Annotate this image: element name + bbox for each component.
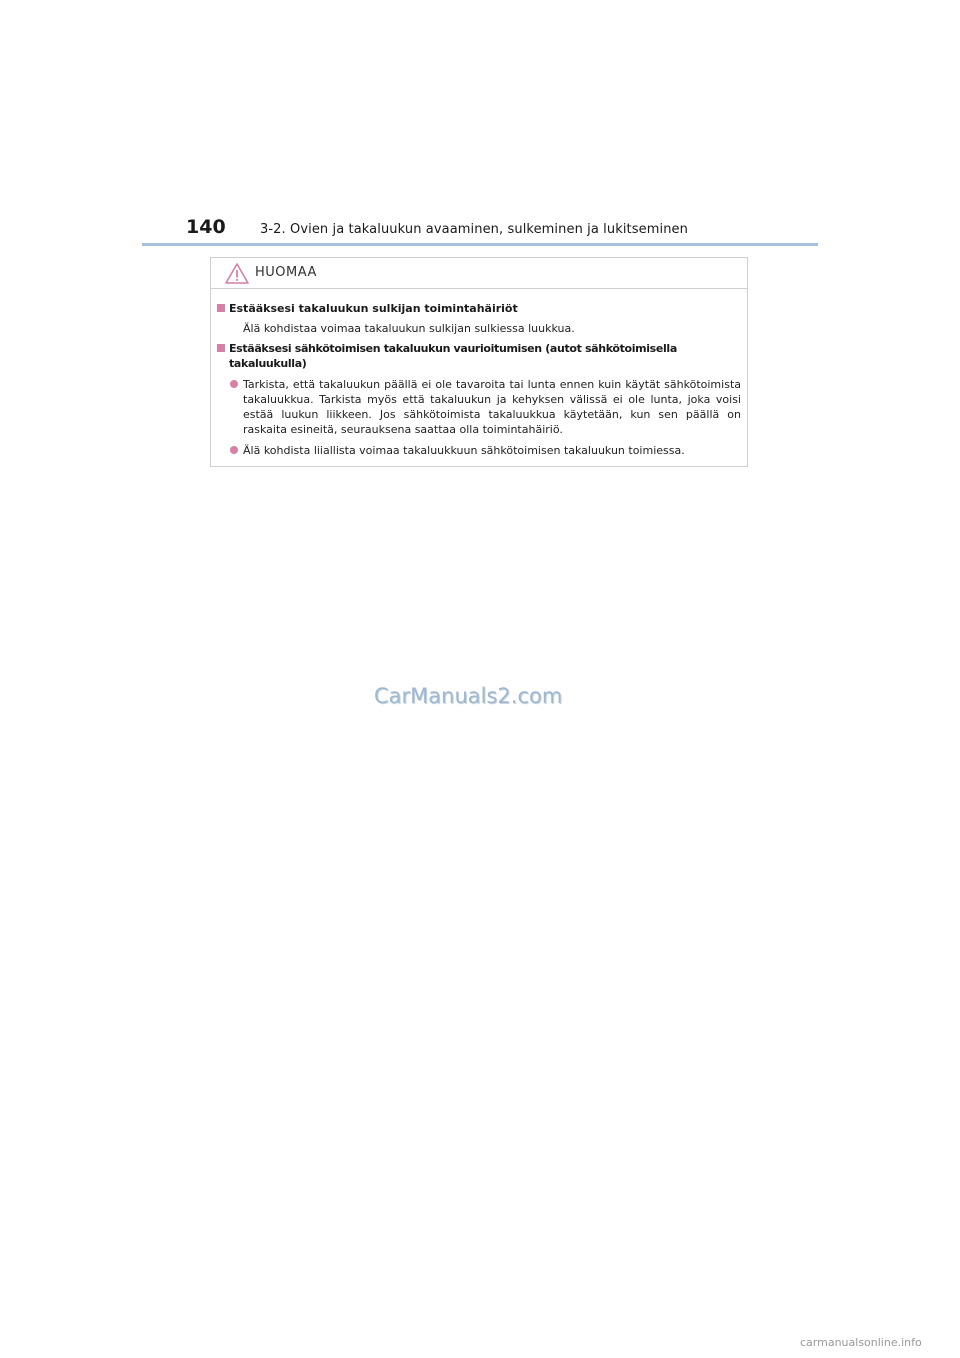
- section-title: 3-2. Ovien ja takaluukun avaaminen, sulkeminen ja lukitseminen: [260, 222, 688, 237]
- list-item-text: Älä kohdista liiallista voimaa takaluukkuun sähkötoimisen takaluukun toimiessa.: [243, 444, 685, 457]
- warning-triangle-icon: [225, 263, 249, 284]
- page-number: 140: [186, 216, 226, 238]
- round-bullet-icon: [230, 380, 238, 388]
- notice-box: [210, 257, 748, 467]
- section-heading-power-tailgate: [211, 341, 747, 371]
- section-text-closer: Älä kohdistaa voimaa takaluukun sulkijan sulkiessa luukkua.: [243, 322, 575, 335]
- footer-watermark: carmanualsonline.info: [800, 1336, 922, 1349]
- notice-title: HUOMAA: [255, 265, 317, 280]
- section-heading-closer: [211, 301, 747, 316]
- round-bullet-icon: [230, 446, 238, 454]
- square-bullet-icon: [217, 344, 225, 352]
- list-item: [211, 443, 747, 458]
- square-bullet-icon: [217, 304, 225, 312]
- section-heading-text: Estääksesi sähkötoimisen takaluukun vaurioitumisen (autot sähkötoimisella takaluukulla): [229, 342, 677, 370]
- list-item: [211, 377, 747, 437]
- watermark-carmanuals2: CarManuals2.com: [374, 684, 563, 708]
- header-rule: [142, 243, 818, 246]
- notice-body: [211, 301, 747, 458]
- section-heading-text: Estääksesi takaluukun sulkijan toimintahäiriöt: [229, 302, 518, 315]
- notice-header: [211, 258, 747, 289]
- list-item-text: Tarkista, että takaluukun päällä ei ole tavaroita tai lunta ennen kuin käytät sähkötoimista takaluukkua. Tarkista myös että takaluukun ja kehyksen välissä ei ole lunta, joka voisi estää luukun liikkeen. Jos sähkötoimista takaluukkua käytetään, kun sen päällä on raskaita esineitä, seurauksena saattaa olla toimintahäiriö.: [243, 378, 741, 436]
